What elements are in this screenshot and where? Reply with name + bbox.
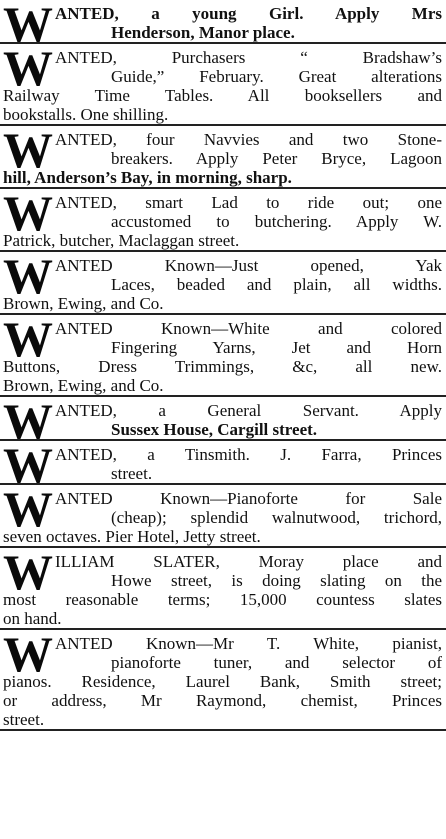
ad-initial-letter: W: [3, 630, 52, 682]
ad-text-line: ILLIAM SLATER, Moray place and: [55, 552, 442, 571]
ad-text-line: ANTED, a young Girl. Apply Mrs: [55, 4, 442, 23]
ad-text-line: Laces, beaded and plain, all widths.: [111, 275, 442, 294]
ad-text-line: Brown, Ewing, and Co.: [3, 376, 164, 395]
ad-text-line: seven octaves. Pier Hotel, Jetty street.: [3, 527, 261, 546]
ad-text-line: most reasonable terms; 15,000 countess slates: [3, 590, 442, 609]
ad-text-line: ANTED Known—Pianoforte for Sale: [55, 489, 442, 508]
classified-ad: [0, 0, 446, 44]
ad-text-line: ANTED, four Navvies and two Stone-: [55, 130, 442, 149]
ad-body: [3, 485, 442, 546]
ad-initial-letter: W: [3, 548, 52, 600]
ad-text-line: hill, Anderson’s Bay, in morning, sharp.: [3, 168, 292, 187]
ad-body: [3, 189, 442, 250]
ad-initial-letter: W: [3, 441, 52, 485]
ad-initial-letter: W: [3, 126, 52, 178]
ad-text-line: on hand.: [3, 609, 62, 628]
ad-text-line: ANTED Known—White and colored: [55, 319, 442, 338]
ad-body: [3, 315, 442, 395]
ad-initial-letter: W: [3, 0, 52, 44]
ad-body: [3, 126, 442, 187]
ad-initial-letter: W: [3, 397, 52, 441]
classified-ad: [0, 126, 446, 189]
ad-body: [3, 630, 442, 729]
ad-text-line: Henderson, Manor place.: [111, 23, 295, 42]
ad-text-line: bookstalls. One shilling.: [3, 105, 169, 124]
classified-ad: [0, 189, 446, 252]
ad-initial-letter: W: [3, 189, 52, 241]
ad-text-line: ANTED Known—Just opened, Yak: [55, 256, 442, 275]
classified-ad: [0, 630, 446, 731]
ad-text-line: Fingering Yarns, Jet and Horn: [111, 338, 442, 357]
classified-ad: [0, 315, 446, 397]
ad-text-line: Guide,” February. Great alterations: [111, 67, 442, 86]
ad-text-line: pianos. Residence, Laurel Bank, Smith street;: [3, 672, 442, 691]
ad-text-line: Brown, Ewing, and Co.: [3, 294, 164, 313]
classified-ad: [0, 548, 446, 630]
ad-text-line: or address, Mr Raymond, chemist, Princes: [3, 691, 442, 710]
ad-body: [3, 441, 442, 485]
ad-text-line: Howe street, is doing slating on the: [111, 571, 442, 590]
ad-initial-letter: W: [3, 252, 52, 304]
ad-text-line: breakers. Apply Peter Bryce, Lagoon: [111, 149, 442, 168]
classified-ad: [0, 485, 446, 548]
ad-body: [3, 0, 442, 44]
ad-text-line: Buttons, Dress Trimmings, &c, all new.: [3, 357, 442, 376]
ad-initial-letter: W: [3, 485, 52, 537]
ad-text-line: ANTED Known—Mr T. White, pianist,: [55, 634, 442, 653]
ad-initial-letter: W: [3, 44, 52, 96]
ad-initial-letter: W: [3, 315, 52, 367]
classified-ad: [0, 441, 446, 485]
ad-body: [3, 252, 442, 313]
classified-ad: [0, 44, 446, 126]
ad-body: [3, 397, 442, 441]
classified-ad: [0, 252, 446, 315]
ad-text-line: ANTED, a General Servant. Apply: [55, 401, 442, 420]
ad-body: [3, 44, 442, 124]
ad-text-line: ANTED, Purchasers “ Bradshaw’s: [55, 48, 442, 67]
ad-text-line: Patrick, butcher, Maclaggan street.: [3, 231, 240, 250]
classified-ad: [0, 397, 446, 441]
ad-body: [3, 548, 442, 628]
ad-text-line: ANTED, smart Lad to ride out; one: [55, 193, 442, 212]
ad-text-line: street.: [3, 710, 45, 729]
ad-text-line: Railway Time Tables. All booksellers and: [3, 86, 442, 105]
ad-text-line: Sussex House, Cargill street.: [111, 420, 318, 439]
ad-text-line: ANTED, a Tinsmith. J. Farra, Princes: [55, 445, 442, 464]
ad-text-line: accustomed to butchering. Apply W.: [111, 212, 442, 231]
ad-text-line: street.: [111, 464, 153, 483]
ad-text-line: pianoforte tuner, and selector of: [111, 653, 442, 672]
ad-text-line: (cheap); splendid walnutwood, trichord,: [111, 508, 442, 527]
